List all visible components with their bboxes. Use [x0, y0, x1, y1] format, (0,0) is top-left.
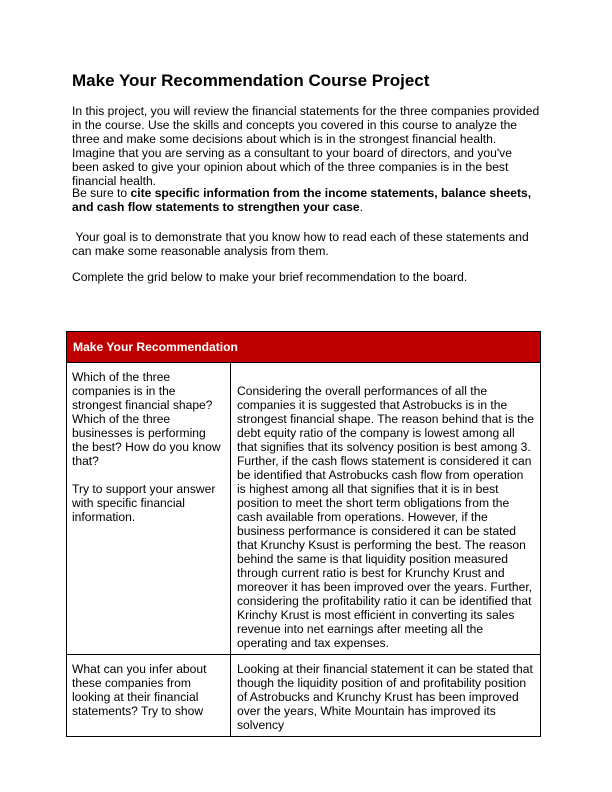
- question-cell: [67, 363, 231, 655]
- instruction-paragraph: Complete the grid below to make your brief recommendation to the board.: [72, 270, 468, 284]
- document-page: [72, 70, 542, 284]
- cite-bold-text: cite specific information from the income statements, balance sheets, and cash flow statements to strengthen your case: [72, 186, 532, 214]
- recommendation-grid: [66, 331, 541, 737]
- cite-prefix: Be sure to: [72, 186, 131, 200]
- intro-paragraph: In this project, you will review the financial statements for the three companies provided in the course. Use the skills and concepts you covered in this course to analyze the three and make some decisions about which is in the strongest financial health. Imagine that you are serving as a consultant to your board of directors, and you've been asked to give your opinion about which of the three companies is in the best financial health.: [72, 104, 540, 188]
- grid-row: [67, 655, 541, 737]
- question-text: Which of the three companies is in the strongest financial shape? Which of the three businesses is performing the best? How do you know that?: [72, 370, 221, 468]
- spacer: [72, 468, 225, 482]
- answer-text: Looking at their financial statement it can be stated that though the liquidity position of and profitability position of Astrobucks and Krunchy Krust has been improved over the years, White Mountain has improved its solvency: [237, 662, 533, 732]
- answer-text: Considering the overall performances of all the companies it is suggested that Astrobucks is in the strongest financial shape. The reason behind that is the debt equity ratio of the company is lowest among all that signifies that its solvency position is best among 3. Further, if the cash flows statement is considered it can be identified that Astrobucks cash flow from operation is highest among all that signifies that it is in best position to meet the short term obligations from the cash available from operations. However, if the business performance is considered it can be stated that Krunchy Ksust is performing the best. The reason behind the same is that liquidity position measured through current ratio is best for Krunchy Krust and moreover it has been improved over the years. Further, considering the profitability ratio it can be identified that Krinchy Krust is most efficient in converting its sales revenue into net earnings after meeting all the operating and tax expenses.: [237, 384, 534, 650]
- document-title: Make Your Recommendation Course Project: [72, 71, 430, 90]
- grid-row: [67, 363, 541, 655]
- cite-suffix: .: [359, 200, 364, 214]
- question-text: What can you infer about these companies from looking at their financial statements? Try to show: [72, 662, 207, 718]
- goal-paragraph: Your goal is to demonstrate that you know how to read each of these statements and can make some reasonable analysis from them.: [72, 230, 533, 258]
- grid-header: Make Your Recommendation: [67, 332, 541, 363]
- grid-header-row: [67, 332, 541, 363]
- question-note: Try to support your answer with specific financial information.: [72, 482, 216, 524]
- cite-paragraph: [72, 186, 542, 214]
- answer-cell[interactable]: [231, 363, 541, 655]
- question-cell: [67, 655, 231, 737]
- answer-cell[interactable]: [231, 655, 541, 737]
